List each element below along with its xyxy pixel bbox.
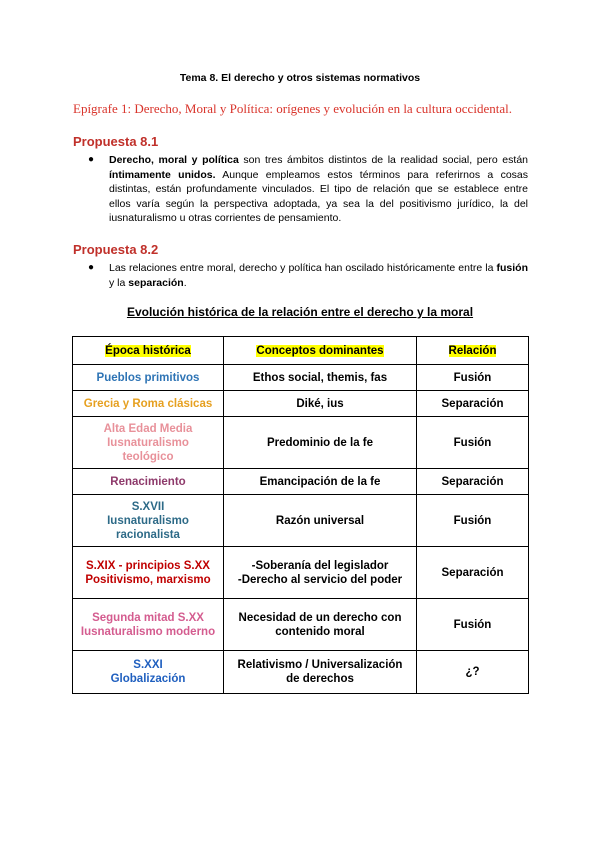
epoch-cell: Alta Edad Media Iusnaturalismo teológico (73, 417, 224, 469)
bullet-icon: ● (88, 154, 95, 165)
concepts-cell: Razón universal (224, 495, 417, 547)
concepts-cell: Ethos social, themis, fas (224, 365, 417, 391)
table-row (73, 651, 529, 694)
proposal-8-2-text (109, 261, 528, 290)
table-row (73, 365, 529, 391)
document-title: Tema 8. El derecho y otros sistemas normativos (179, 72, 421, 84)
concepts-cell: Emancipación de la fe (224, 469, 417, 495)
relation-cell: Separación (417, 547, 529, 599)
header-cell-epoch: Época histórica (73, 337, 224, 365)
epoch-cell: Grecia y Roma clásicas (73, 391, 224, 417)
concepts-cell: -Soberanía del legislador -Derecho al servicio del poder (224, 547, 417, 599)
evolution-table (72, 336, 529, 694)
proposal-8-1-text (109, 153, 528, 226)
concepts-cell: Diké, ius (224, 391, 417, 417)
epoch-cell: S.XXI Globalización (73, 651, 224, 694)
concepts-cell: Predominio de la fe (224, 417, 417, 469)
table-row (73, 547, 529, 599)
table-title: Evolución histórica de la relación entre el derecho y la moral (126, 305, 474, 319)
table-row (73, 469, 529, 495)
concepts-cell: Necesidad de un derecho con contenido moral (224, 599, 417, 651)
table-row (73, 599, 529, 651)
relation-cell: Fusión (417, 417, 529, 469)
body-text: Aunque empleamos estos términos para referirnos a cosas distintas, están profundamente vinculados. El tipo de relación que se establece entre ellos varía según la perspectiva adoptada, ya sea la del positivismo jurídico, la del iusnaturalismo u otras corrientes de pensamiento. (109, 168, 529, 224)
header-cell-concepts: Conceptos dominantes (224, 337, 417, 365)
concepts-cell: Relativismo / Universalización de derechos (224, 651, 417, 694)
epoch-cell: S.XIX - principios S.XX Positivismo, marxismo (73, 547, 224, 599)
proposal-heading-8-1: Propuesta 8.1 (73, 134, 159, 149)
body-text: . (183, 276, 187, 289)
body-text: son tres ámbitos distintos de la realidad social, pero están (238, 154, 528, 166)
body-text: Las relaciones entre moral, derecho y política han oscilado históricamente entre la (109, 262, 497, 274)
epoch-cell: Pueblos primitivos (73, 365, 224, 391)
table-header-row (73, 337, 529, 365)
proposal-heading-8-2: Propuesta 8.2 (73, 242, 159, 257)
relation-cell: Separación (417, 391, 529, 417)
body-text: y la (109, 276, 129, 289)
table-row (73, 417, 529, 469)
relation-cell: Fusión (417, 495, 529, 547)
proposal-8-2-bullet (88, 261, 528, 290)
bold-text: íntimamente unidos. (109, 168, 216, 181)
epoch-cell: Segunda mitad S.XX Iusnaturalismo moderno (73, 599, 224, 651)
proposal-8-1-bullet (88, 153, 528, 226)
relation-cell: ¿? (417, 651, 529, 694)
epigraph-heading: Epígrafe 1: Derecho, Moral y Política: orígenes y evolución en la cultura occidental. (73, 101, 512, 116)
bold-text: Derecho, moral y política (109, 154, 239, 166)
relation-cell: Fusión (417, 365, 529, 391)
table-row (73, 391, 529, 417)
bullet-icon: ● (88, 262, 95, 273)
table-row (73, 495, 529, 547)
bold-text: separación (128, 276, 184, 289)
epoch-cell: S.XVII Iusnaturalismo racionalista (73, 495, 224, 547)
relation-cell: Fusión (417, 599, 529, 651)
relation-cell: Separación (417, 469, 529, 495)
bold-text: fusión (496, 262, 528, 274)
epoch-cell: Renacimiento (73, 469, 224, 495)
header-cell-relation: Relación (417, 337, 529, 365)
